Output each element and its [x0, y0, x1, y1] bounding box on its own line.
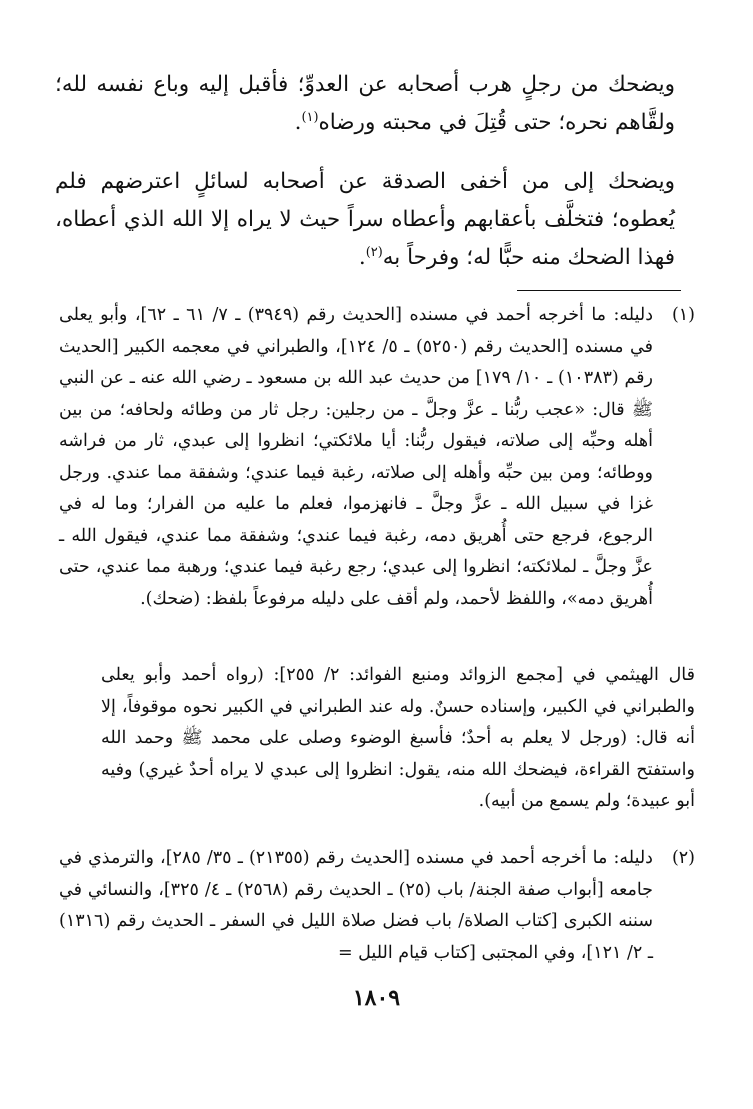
page-number: ١٨٠٩: [352, 985, 401, 1011]
footnote-2-text: دليله: ما أخرجه أحمد في مسنده [الحديث رقم (٢١٣٥٥) ـ ٣٥/ ٢٨٥]، والترمذي في جامعه [أبواب صفة الجنة/ باب (٢٥) ـ الحديث رقم (٢٥٦٨) ـ ٤/ ٣٢٥]، والنسائي في سننه الكبرى [كتاب الصلاة/ باب فضل صلاة الليل في السفر ـ الحديث رقم (١٣١٦) ـ ٢/ ١٢١]، وفي المجتبى [كتاب قيام الليل =: [59, 848, 653, 963]
paragraph-1-end: .: [294, 110, 302, 135]
footnote-1-quote: قال الهيثمي في [مجمع الزوائد ومنبع الفوائد: ٢/ ٢٥٥]: (رواه أحمد وأبو يعلى والطبراني في الكبير، وإسناده حسنٌ. وله عند الطبراني في الكبير نحوه موقوفاً، إلا أنه قال: (ورجل لا يعلم به أحدٌ؛ فأسبغ الوضوء وصلى على محمد ﷺ وحمد الله واستفتح القراءة، فيضحك الله منه، يقول: انظروا إلى عبدي لا يراه أحدٌ غيري) وفيه أبو عبيدة؛ ولم يسمع من أبيه).: [101, 665, 695, 811]
main-paragraph-1: [55, 66, 675, 142]
footnote-1: [59, 300, 695, 615]
footnote-ref-2[interactable]: (٢): [365, 244, 383, 260]
footnote-2-number: (٢): [671, 848, 695, 868]
paragraph-1-text: ويضحك من رجلٍ هرب أصحابه عن العدوِّ؛ فأقبل إليه وباع نفسه لله؛ ولقَّاهم نحره؛ حتى قُتِلَ في محبته ورضاه: [55, 72, 675, 135]
paragraph-2-end: .: [358, 245, 366, 270]
footnote-separator: [517, 290, 681, 291]
footnote-ref-1[interactable]: (١): [301, 109, 319, 125]
main-paragraph-2: [55, 163, 675, 277]
footnote-2: [59, 843, 695, 969]
paragraph-2-text: ويضحك إلى من أخفى الصدقة عن أصحابه لسائلٍ اعترضهم فلم يُعطوه؛ فتخلَّف بأعقابهم وأعطاه سراً حيث لا يراه إلا الله الذي أعطاه، فهذا الضحك منه حبًّا له؛ وفرحاً به: [55, 169, 675, 270]
footnote-1-number: (١): [671, 305, 695, 325]
footnote-1-text: دليله: ما أخرجه أحمد في مسنده [الحديث رقم (٣٩٤٩) ـ ٧/ ٦١ ـ ٦٢]، وأبو يعلى في مسنده [الحديث رقم (٥٢٥٠) ـ ٥/ ١٢٤]، والطبراني في معجمه الكبير [الحديث رقم (١٠٣٨٣) ـ ١٠/ ١٧٩] من حديث عبد الله بن مسعود ـ رضي الله عنه ـ عن النبي ﷺ قال: «عجب ربُّنا ـ عزَّ وجلَّ ـ من رجلين: رجل ثار من وطائه ولحافه؛ من بين أهله وحبِّه إلى صلاته، فيقول ربُّنا: أيا ملائكتي؛ انظروا إلى عبدي، ثار من فراشه ووطائه؛ ومن بين حبِّه وأهله إلى صلاته، رغبة فيما عندي؛ وشفقة مما عندي. ورجل غزا في سبيل الله ـ عزَّ وجلَّ ـ فانهزموا، فعلم ما عليه من الفرار؛ وما له في الرجوع، فرجع حتى أُهريق دمه، رغبة فيما عندي؛ وشفقة مما عندي، فيقول الله ـ عزَّ وجلَّ ـ لملائكته؛ انظروا إلى عبدي؛ رجع رغبة فيما عندي؛ ورهبة مما عندي، حتى أُهريق دمه»، واللفظ لأحمد، ولم أقف على دليله مرفوعاً بلفظ: (ضحك).: [59, 305, 653, 609]
